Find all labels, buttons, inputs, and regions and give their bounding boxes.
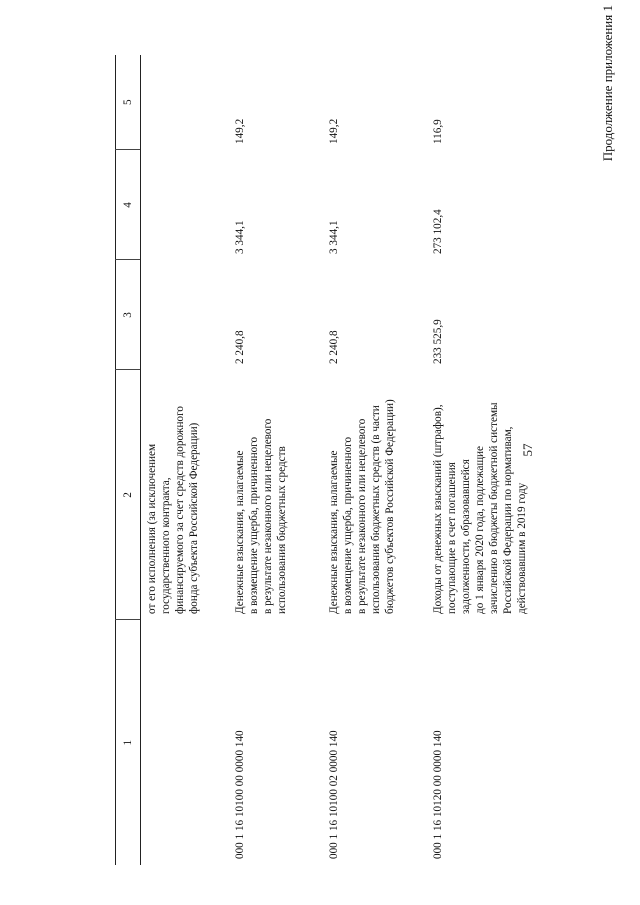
row-code bbox=[141, 620, 229, 865]
row-description bbox=[141, 370, 229, 620]
row-value-col5: 116,9 bbox=[431, 119, 444, 144]
row-value-col5: 149,2 bbox=[233, 118, 246, 144]
header-col-2: 2 bbox=[116, 370, 141, 620]
rotated-sheet bbox=[80, 0, 625, 905]
row-value-col3: 2 240,8 bbox=[233, 330, 246, 364]
description-line: фонда субъекта Российской Федерации) bbox=[188, 422, 200, 614]
description-line: Денежные взыскания, налагаемые bbox=[233, 450, 246, 614]
description-line: бюджетов субъектов Российской Федерации) bbox=[383, 399, 396, 614]
description-line: от его исполнения (за исключением bbox=[146, 443, 158, 614]
landscape-content bbox=[80, 0, 625, 905]
row-value-col5: 149,2 bbox=[327, 118, 340, 144]
row-description bbox=[427, 370, 557, 620]
row-value-col4: 273 102,4 bbox=[431, 209, 444, 254]
description-line: использования бюджетных средств (в части bbox=[369, 405, 382, 614]
description-line: в результате незаконного или нецелевого bbox=[355, 418, 368, 614]
table-row bbox=[323, 55, 427, 865]
description-line: Доходы от денежных взысканий (штрафов), bbox=[431, 404, 444, 614]
header-col-3: 3 bbox=[116, 260, 141, 370]
table-header-row bbox=[116, 55, 141, 865]
description-line: до 1 января 2020 года, подлежащие bbox=[473, 445, 486, 614]
revenue-table bbox=[115, 55, 557, 865]
header-col-4: 4 bbox=[116, 150, 141, 260]
description-line: Денежные взыскания, налагаемые bbox=[327, 450, 340, 614]
description-line: использования бюджетных средств bbox=[275, 446, 288, 614]
header-col-1: 1 bbox=[116, 620, 141, 865]
row-value-col4: 3 344,1 bbox=[233, 220, 246, 254]
row-value-col3: 233 525,9 bbox=[431, 319, 444, 364]
description-line: задолженности, образовавшейся bbox=[459, 459, 472, 614]
row-value-col3 bbox=[141, 260, 229, 370]
description-line: действовавшим в 2019 году bbox=[515, 482, 528, 614]
row-code: 000 1 16 10100 02 0000 140 bbox=[327, 730, 340, 859]
continuation-label: Продолжение приложения 1 bbox=[600, 5, 615, 162]
description-line: в результате незаконного или нецелевого bbox=[261, 418, 274, 614]
description-line: финансируемого за счет средств дорожного bbox=[174, 406, 186, 614]
row-value-col4: 3 344,1 bbox=[327, 220, 340, 254]
row-code: 000 1 16 10100 00 0000 140 bbox=[233, 730, 246, 859]
row-description bbox=[323, 370, 427, 620]
header-col-5: 5 bbox=[116, 55, 141, 150]
table-row bbox=[427, 55, 557, 865]
description-line: поступающие в счет погашения bbox=[445, 462, 458, 614]
row-value-col3: 2 240,8 bbox=[327, 330, 340, 364]
description-line: Российской Федерации по нормативам, bbox=[501, 426, 514, 614]
description-line: государственного контракта, bbox=[160, 477, 172, 614]
row-value-col5 bbox=[141, 55, 229, 150]
description-line: зачислению в бюджеты бюджетной системы bbox=[487, 402, 500, 614]
page-number: 57 bbox=[520, 443, 535, 457]
table-row bbox=[229, 55, 323, 865]
row-code: 000 1 16 10120 00 0000 140 bbox=[431, 730, 444, 859]
description-line: в возмещение ущерба, причиненного bbox=[341, 436, 354, 614]
description-line: в возмещение ущерба, причиненного bbox=[247, 436, 260, 614]
row-value-col4 bbox=[141, 150, 229, 260]
table-row bbox=[141, 55, 229, 865]
row-description bbox=[229, 370, 323, 620]
